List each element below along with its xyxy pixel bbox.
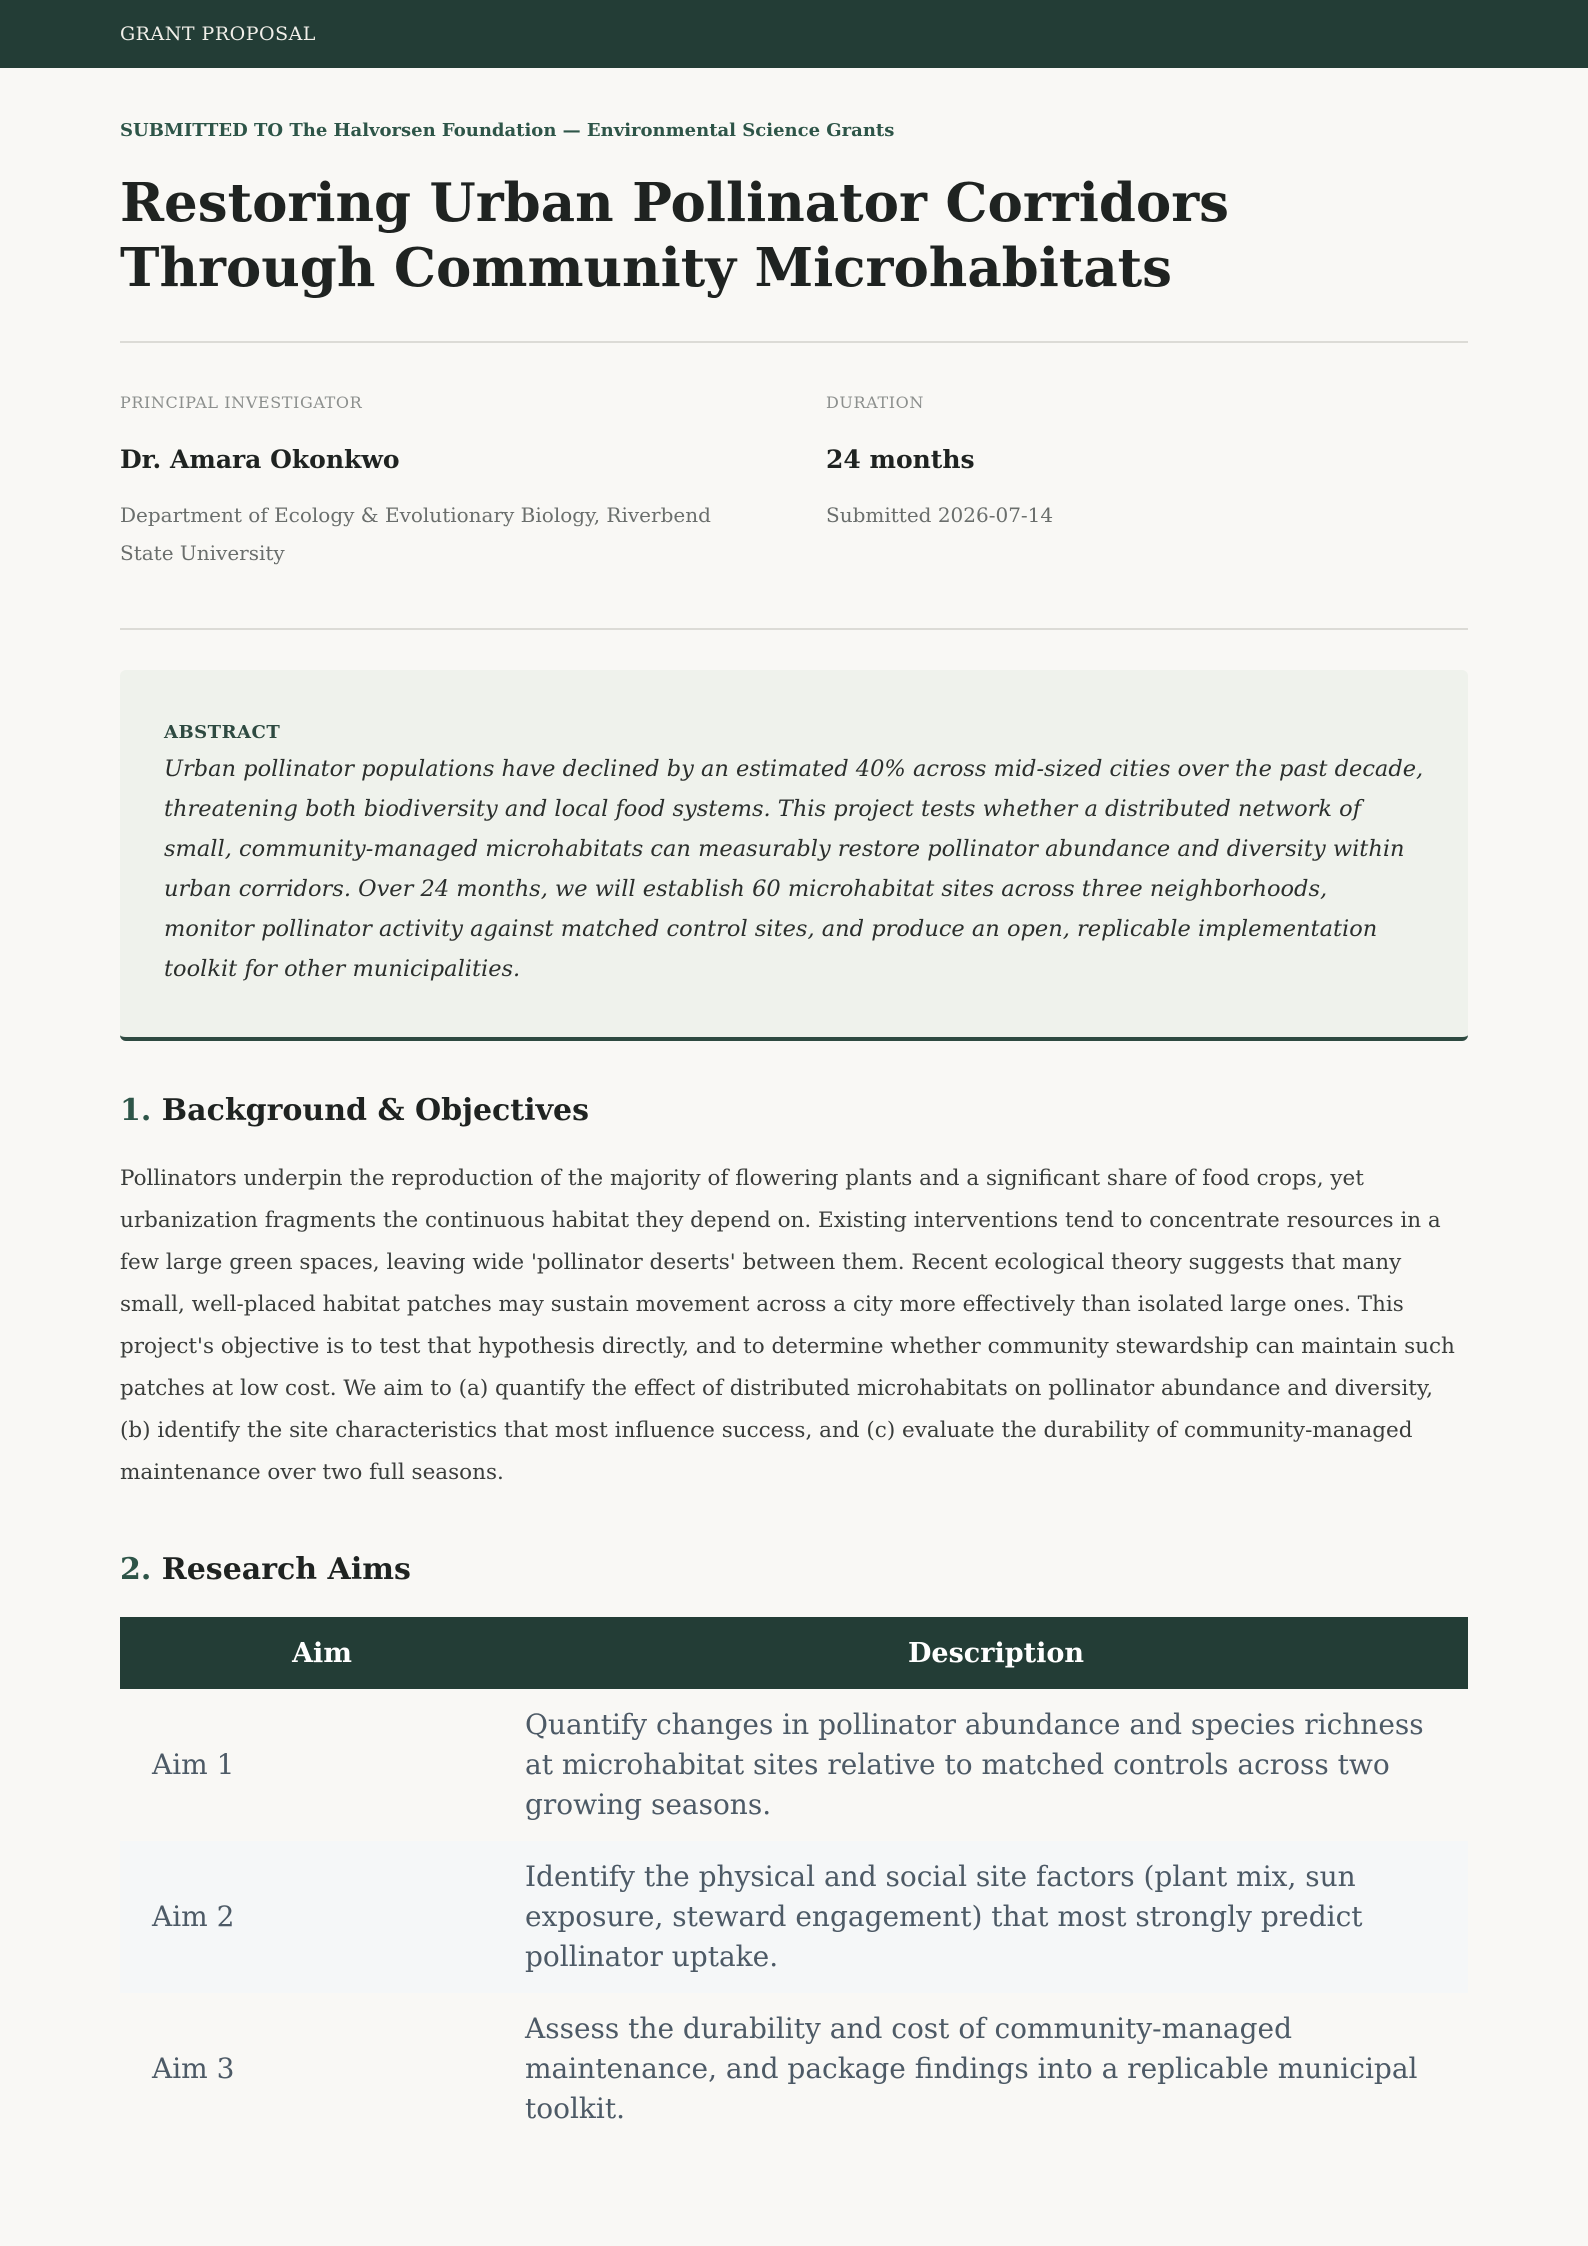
submitted-to-line: SUBMITTED TO The Halvorsen Foundation — Environmental Science Grants	[120, 120, 895, 141]
abstract-label: ABSTRACT	[164, 722, 281, 743]
section-title: Background & Objectives	[161, 1093, 589, 1128]
table-row	[120, 1993, 1468, 2145]
duration-label: DURATION	[826, 393, 924, 412]
section-title: Research Aims	[161, 1552, 411, 1587]
aim-name-cell: Aim 1	[152, 1748, 235, 1781]
metadata-divider	[120, 628, 1468, 630]
abstract-text: Urban pollinator populations have declined by an estimated 40% across mid-sized cities over the past decade, threatening both biodiversity and local food systems. This project tests whether a distributed network of small, community-managed microhabitats can measurably restore pollinator abundance and diversity within urban corridors. Over 24 months, we will establish 60 microhabitat sites across three neighborhoods, monitor pollinator activity against matched control sites, and produce an open, replicable implementation toolkit for other municipalities.	[164, 756, 1424, 982]
submitted-date: Submitted 2026-07-14	[826, 503, 1054, 527]
document-type-label: GRANT PROPOSAL	[120, 23, 316, 45]
duration-block	[826, 393, 1466, 572]
pi-name: Dr. Amara Okonkwo	[120, 445, 400, 474]
pi-block	[120, 393, 826, 572]
table-row	[120, 1841, 1468, 1993]
aim-name-cell: Aim 2	[152, 1900, 235, 1933]
title-divider	[120, 341, 1468, 343]
aim-description-cell: Assess the durability and cost of community-managed maintenance, and package findings into a replicable municipal toolkit.	[525, 2012, 1418, 2125]
section-heading-background	[120, 1093, 1468, 1128]
table-row	[120, 1689, 1468, 1841]
proposal-metadata	[120, 393, 1468, 572]
proposal-page	[0, 120, 1588, 2145]
aim-name-cell: Aim 3	[152, 2052, 235, 2085]
pi-affiliation: Department of Ecology & Evolutionary Biology, Riverbend State University	[120, 503, 711, 565]
pi-label: PRINCIPAL INVESTIGATOR	[120, 393, 363, 412]
aim-description-cell: Identify the physical and social site factors (plant mix, sun exposure, steward engagement) that most strongly predict pollinator uptake.	[525, 1860, 1363, 1973]
top-header-bar	[0, 0, 1588, 68]
section-heading-research-aims	[120, 1552, 1468, 1587]
duration-value: 24 months	[826, 445, 975, 474]
abstract-box	[120, 670, 1468, 1041]
column-header-description: Description	[524, 1617, 1468, 1689]
research-aims-table	[120, 1617, 1468, 2145]
background-paragraph: Pollinators underpin the reproduction of the majority of flowering plants and a significant share of food crops, yet urbanization fragments the continuous habitat they depend on. Existing interventions tend to concentrate resources in a few large green spaces, leaving wide 'pollinator deserts' between them. Recent ecological theory suggests that many small, well-placed habitat patches may sustain movement across a city more effectively than isolated large ones. This project's objective is to test that hypothesis directly, and to determine whether community stewardship can maintain such patches at low cost. We aim to (a) quantify the effect of distributed microhabitats on pollinator abundance and diversity, (b) identify the site characteristics that most influence success, and (c) evaluate the durability of community-managed maintenance over two full seasons.	[120, 1166, 1455, 1485]
section-number: 2.	[120, 1552, 152, 1587]
column-header-aim: Aim	[120, 1617, 524, 1689]
table-header-row	[120, 1617, 1468, 1689]
section-number: 1.	[120, 1093, 152, 1128]
aim-description-cell: Quantify changes in pollinator abundance and species richness at microhabitat sites relative to matched controls across two growing seasons.	[525, 1708, 1424, 1821]
proposal-title: Restoring Urban Pollinator Corridors Through Community Microhabitats	[120, 172, 1230, 299]
